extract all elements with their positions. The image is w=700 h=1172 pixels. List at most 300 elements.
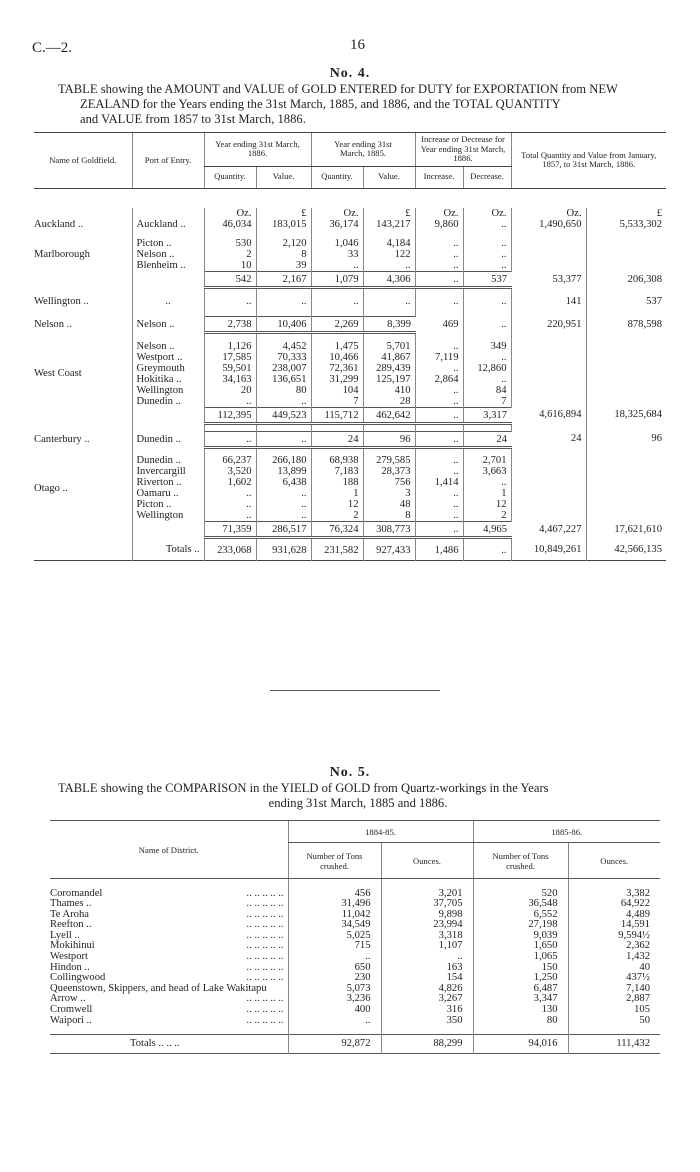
cell: 34,163: [204, 374, 256, 385]
cell: ..: [415, 510, 463, 522]
port-name: Blenheim ..: [132, 260, 204, 272]
cell: 279,585: [363, 455, 415, 466]
cell: 4,467,227: [539, 523, 582, 535]
totals-label: Totals ..: [132, 538, 204, 561]
cell: ..: [415, 249, 463, 260]
cell: 931,628: [256, 538, 311, 561]
cell: 6,552: [473, 910, 568, 921]
district-name: Mokihinui: [50, 940, 95, 952]
cell: ..: [415, 499, 463, 510]
unit-oz: Oz.: [204, 208, 256, 219]
cell: 537: [586, 296, 666, 307]
cell: 31,299: [311, 374, 363, 385]
cell: ..: [463, 238, 511, 249]
cell: ..: [256, 499, 311, 510]
cell: 130: [473, 1005, 568, 1016]
cell: 104: [311, 385, 363, 396]
totals-row: [34, 538, 666, 561]
cell: ..: [415, 296, 463, 307]
cell: ..: [415, 407, 463, 423]
subtotal-row: [34, 272, 666, 288]
cell: 64,922: [568, 899, 660, 910]
cell: 1,107: [381, 941, 473, 952]
cell: ..: [363, 296, 415, 307]
cell: ..: [256, 488, 311, 499]
cell: 3,520: [204, 466, 256, 477]
cell: ..: [463, 477, 511, 488]
col-tons: Number of Tons crushed.: [473, 843, 568, 879]
cell: 206,308: [586, 272, 666, 288]
col-value: Value.: [363, 166, 415, 188]
cell: 1,486: [415, 538, 463, 561]
cell: 80: [473, 1016, 568, 1027]
port-name: Dunedin ..: [132, 431, 204, 447]
cell: 9,860: [415, 219, 463, 230]
leader-dots: .. .. .. .. ..: [246, 887, 284, 899]
cell: 1,250: [473, 973, 568, 984]
totals-row: [50, 1034, 660, 1054]
cell: 13,899: [256, 466, 311, 477]
cell: 111,432: [568, 1034, 660, 1054]
cell: 2,864: [415, 374, 463, 385]
cell: 5,701: [363, 341, 415, 352]
table5-heading: No. 5.: [329, 765, 371, 780]
cell: ..: [463, 352, 511, 363]
goldfield-name: Canterbury: [34, 433, 82, 445]
cell: 68,938: [311, 455, 363, 466]
cell: 72,361: [311, 363, 363, 374]
cell: 115,712: [311, 407, 363, 423]
cell: 39: [256, 260, 311, 272]
port-name: Invercargill: [132, 466, 204, 477]
cell: 7,140: [568, 984, 660, 995]
col-ounces: Ounces.: [568, 843, 660, 879]
cell: 9,039: [473, 931, 568, 942]
leader-dots: .. .. .. .. ..: [246, 908, 284, 920]
cell: 88,299: [381, 1034, 473, 1054]
cell: 2: [204, 249, 256, 260]
table-row: [50, 1016, 660, 1027]
cell: 5,025: [288, 931, 381, 942]
cell: ..: [415, 238, 463, 249]
cell: 410: [363, 385, 415, 396]
cell: 449,523: [256, 407, 311, 423]
cell: 23,994: [381, 920, 473, 931]
table-row: [34, 296, 666, 307]
col-port: Port of Entry.: [132, 133, 204, 189]
cell: ..: [415, 396, 463, 408]
cell: 3,317: [463, 407, 511, 423]
cell: 112,395: [204, 407, 256, 423]
cell: ..: [288, 952, 381, 963]
cell: 469: [442, 318, 459, 330]
cell: 1,065: [473, 952, 568, 963]
cell: ..: [415, 363, 463, 374]
cell: 286,517: [256, 522, 311, 538]
cell: ..: [415, 488, 463, 499]
col-tons: Number of Tons crushed.: [288, 843, 381, 879]
cell: 530: [204, 238, 256, 249]
cell: 163: [381, 963, 473, 974]
cell: 1,414: [415, 477, 463, 488]
unit-oz: Oz.: [511, 208, 586, 219]
cell: 350: [381, 1016, 473, 1027]
cell: 105: [568, 1005, 660, 1016]
cell: 537: [463, 272, 511, 288]
cell: 141: [511, 296, 586, 307]
cell: 7: [463, 396, 511, 408]
cell: ..: [415, 272, 463, 288]
cell: 3,318: [381, 931, 473, 942]
cell: 24: [463, 431, 511, 447]
leader-dots: .. .. .. .. ..: [246, 951, 284, 963]
table5-caption: [58, 781, 658, 811]
subtotal-row: [34, 522, 666, 538]
page-reference: C.—2.: [32, 40, 73, 56]
cell: 2: [311, 510, 363, 522]
cell: 12: [311, 499, 363, 510]
leader-dots: .. .. .. .. ..: [246, 1004, 284, 1016]
cell: 462,642: [363, 407, 415, 423]
cell: 84: [463, 385, 511, 396]
cell: 33: [311, 249, 363, 260]
port-name: Nelson ..: [132, 317, 204, 333]
district-name: Hindon ..: [50, 961, 90, 973]
leader-dots: .. .. .. .. ..: [246, 898, 284, 910]
cell: 400: [288, 1005, 381, 1016]
col-increase-decrease: Increase or Decrease for Year ending 31st March, 1886.: [415, 133, 511, 167]
cell: ..: [204, 396, 256, 408]
leader-dots: .. .. .. .. ..: [246, 972, 284, 984]
cell: 1: [463, 488, 511, 499]
goldfield-name: Wellington: [34, 295, 81, 307]
cell: 10,466: [311, 352, 363, 363]
cell: ..: [463, 317, 511, 333]
cell: 230: [288, 973, 381, 984]
cell: 24: [570, 433, 582, 444]
cell: ..: [311, 296, 363, 307]
cell: 1,650: [473, 941, 568, 952]
cell: 2,887: [568, 994, 660, 1005]
cell: 4,184: [363, 238, 415, 249]
cell: 136,651: [256, 374, 311, 385]
cell: 520: [473, 889, 568, 900]
cell: 2,362: [568, 941, 660, 952]
cell: 6,487: [473, 984, 568, 995]
cell: ..: [463, 249, 511, 260]
cell: 3,267: [381, 994, 473, 1005]
leader-dots: .. .. .. .. ..: [246, 919, 284, 931]
cell: ..: [256, 510, 311, 522]
cell: 40: [568, 963, 660, 974]
leader-dots: ..: [84, 433, 90, 445]
col-1884-85: 1884-85.: [288, 821, 473, 843]
page-number: 16: [350, 37, 365, 53]
cell: 12,860: [463, 363, 511, 374]
unit-pound: £: [586, 208, 666, 219]
cell: 4,306: [363, 272, 415, 288]
cell: ..: [463, 260, 511, 272]
cell: ..: [415, 455, 463, 466]
col-district: Name of District.: [50, 821, 288, 879]
col-year-1885: Year ending 31st March, 1885.: [311, 133, 415, 167]
table-row: [34, 238, 666, 249]
district-name: Collingwood: [50, 972, 106, 984]
cell: ..: [381, 952, 473, 963]
cell: ..: [204, 488, 256, 499]
unit-oz: Oz.: [463, 208, 511, 219]
leader-dots: .. .. .. .. ..: [246, 1014, 284, 1026]
cell: 27,198: [473, 920, 568, 931]
district-name: Te Aroha: [50, 908, 89, 920]
table-row: [34, 455, 666, 466]
cell: 715: [288, 941, 381, 952]
cell: 94,016: [473, 1034, 568, 1054]
port-name: Picton ..: [132, 238, 204, 249]
port-name: Picton ..: [132, 499, 204, 510]
col-value: Value.: [256, 166, 311, 188]
cell: 28,373: [363, 466, 415, 477]
cell: 3,347: [473, 994, 568, 1005]
cell: 2,269: [311, 317, 363, 333]
cell: 70,333: [256, 352, 311, 363]
cell: 53,377: [552, 273, 582, 285]
leader-dots: .. .. .. .. ..: [246, 929, 284, 941]
cell: 4,616,894: [539, 409, 582, 420]
district-name: Waipori ..: [50, 1014, 92, 1026]
district-name: Reefton ..: [50, 919, 92, 931]
cell: 1,079: [311, 272, 363, 288]
cell: ..: [204, 510, 256, 522]
cell: 233,068: [204, 538, 256, 561]
leader-dots: ..: [66, 319, 72, 330]
unit-oz: Oz.: [311, 208, 363, 219]
col-1885-86: 1885-86.: [473, 821, 660, 843]
district-name: Westport: [50, 951, 88, 963]
district-name: Coromandel: [50, 887, 103, 899]
cell: 24: [311, 431, 363, 447]
cell: 8: [363, 510, 415, 522]
cell: 7,183: [311, 466, 363, 477]
port-name: Wellington: [132, 385, 204, 396]
cell: 3,663: [463, 466, 511, 477]
cell: 76,324: [311, 522, 363, 538]
cell: 220,951: [511, 317, 586, 333]
cell: 183,015: [256, 219, 311, 230]
cell: 5,073: [288, 984, 381, 995]
district-name: Cromwell: [50, 1004, 93, 1016]
leader-dots: ..: [77, 219, 84, 230]
port-name: Wellington: [132, 510, 204, 522]
cell: 37,705: [381, 899, 473, 910]
col-year-1886: Year ending 31st March, 1886.: [204, 133, 311, 167]
cell: 36,174: [311, 219, 363, 230]
cell: 34,549: [288, 920, 381, 931]
cell: 188: [311, 477, 363, 488]
cell: ..: [415, 466, 463, 477]
district-name: Lyell ..: [50, 929, 80, 941]
port-name: Nelson ..: [132, 249, 204, 260]
cell: 17,621,610: [586, 522, 666, 538]
cell: ..: [463, 296, 511, 307]
section-divider: [270, 690, 440, 691]
district-name: Queenstown, Skippers, and head of Lake Wakitapu: [50, 982, 267, 994]
cell: 10,406: [256, 317, 311, 333]
cell: 4,452: [256, 341, 311, 352]
cell: 92,872: [288, 1034, 381, 1054]
table-row: [50, 1005, 660, 1016]
cell: 71,359: [204, 522, 256, 538]
table-row: [34, 219, 666, 230]
cell: 927,433: [363, 538, 415, 561]
cell: 66,237: [204, 455, 256, 466]
cell: ..: [415, 385, 463, 396]
cell: 42,566,135: [586, 538, 666, 561]
cell: 878,598: [586, 317, 666, 333]
cell: 2,701: [463, 455, 511, 466]
cell: 143,217: [363, 219, 415, 230]
col-decrease: Decrease.: [463, 166, 511, 188]
unit-pound: £: [363, 208, 415, 219]
cell: 20: [204, 385, 256, 396]
table-row: [34, 431, 666, 447]
cell: 3: [363, 488, 415, 499]
cell: 80: [256, 385, 311, 396]
cell: 31,496: [288, 899, 381, 910]
goldfield-name: Auckland: [34, 219, 76, 230]
cell: 231,582: [311, 538, 363, 561]
cell: ..: [256, 396, 311, 408]
cell: 59,501: [204, 363, 256, 374]
district-name: Thames ..: [50, 898, 92, 910]
district-name: Arrow ..: [50, 993, 86, 1005]
cell: 12: [463, 499, 511, 510]
cell: 1: [311, 488, 363, 499]
cell: 7,119: [415, 352, 463, 363]
cell: 9,594½: [568, 931, 660, 942]
table5-caption-line: TABLE showing the COMPARISON in the YIELD of GOLD from Quartz-workings in the Years: [58, 781, 549, 795]
table-row: [50, 941, 660, 952]
cell: ..: [415, 431, 463, 447]
cell: 46,034: [204, 219, 256, 230]
cell: 542: [204, 272, 256, 288]
cell: 266,180: [256, 455, 311, 466]
cell: 316: [381, 1005, 473, 1016]
goldfield-name: Nelson: [34, 319, 65, 330]
cell: ..: [415, 260, 463, 272]
table-row: [34, 341, 666, 352]
cell: 1,126: [204, 341, 256, 352]
port-name: Riverton ..: [132, 477, 204, 488]
goldfield-name: Otago ..: [34, 482, 68, 494]
cell: 50: [568, 1016, 660, 1027]
leader-dots: .. .. .. .. ..: [246, 940, 284, 952]
cell: ..: [288, 1016, 381, 1027]
leader-dots: ..: [83, 295, 89, 307]
cell: 437½: [568, 973, 660, 984]
cell: 5,533,302: [586, 219, 666, 230]
cell: 154: [381, 973, 473, 984]
cell: 289,439: [363, 363, 415, 374]
cell: 4,489: [568, 910, 660, 921]
cell: ..: [204, 499, 256, 510]
cell: 238,007: [256, 363, 311, 374]
port-name: Dunedin ..: [132, 396, 204, 408]
cell: ..: [204, 431, 256, 447]
goldfield-name: West Coast: [34, 368, 82, 380]
cell: 1,490,650: [511, 219, 586, 230]
quartz-yield-table: [50, 820, 660, 1054]
port-name: Nelson ..: [132, 341, 204, 352]
cell: 8: [256, 249, 311, 260]
cell: 28: [363, 396, 415, 408]
unit-pound: £: [256, 208, 311, 219]
table5-caption-line: ending 31st March, 1885 and 1886.: [268, 796, 448, 810]
totals-label: Totals .. .. ..: [130, 1037, 180, 1049]
col-quantity: Quantity.: [204, 166, 256, 188]
cell: 1,432: [568, 952, 660, 963]
cell: 2: [463, 510, 511, 522]
cell: 756: [363, 477, 415, 488]
port-name: Oamaru ..: [132, 488, 204, 499]
port-name: Auckland ..: [132, 219, 204, 230]
cell: 8,399: [363, 317, 415, 333]
cell: 10,849,261: [511, 538, 586, 561]
cell: 14,591: [568, 920, 660, 931]
cell: 18,325,684: [586, 407, 666, 423]
cell: ..: [311, 260, 363, 272]
cell: ..: [204, 296, 256, 307]
leader-dots: .. .. .. .. ..: [246, 993, 284, 1005]
table-row: [34, 317, 666, 333]
cell: 3,201: [381, 889, 473, 900]
cell: 3,382: [568, 889, 660, 900]
cell: ..: [256, 296, 311, 307]
table4-caption: [58, 82, 658, 127]
col-increase: Increase.: [415, 166, 463, 188]
col-quantity: Quantity.: [311, 166, 363, 188]
port-name: Dunedin ..: [132, 455, 204, 466]
cell: ..: [415, 341, 463, 352]
cell: 41,867: [363, 352, 415, 363]
cell: ..: [463, 219, 511, 230]
cell: 96: [363, 431, 415, 447]
cell: 650: [288, 963, 381, 974]
cell: 3,236: [288, 994, 381, 1005]
cell: 96: [586, 431, 666, 447]
col-goldfield: Name of Goldfield.: [34, 133, 132, 189]
cell: 48: [363, 499, 415, 510]
cell: 9,898: [381, 910, 473, 921]
cell: 17,585: [204, 352, 256, 363]
subtotal-row: [34, 407, 666, 423]
cell: 4,965: [463, 522, 511, 538]
cell: 10: [204, 260, 256, 272]
gold-export-table: [34, 132, 666, 561]
cell: ..: [463, 538, 511, 561]
cell: 11,042: [288, 910, 381, 921]
cell: 2,120: [256, 238, 311, 249]
unit-oz: Oz.: [415, 208, 463, 219]
cell: ..: [415, 522, 463, 538]
cell: 2,167: [256, 272, 311, 288]
port-name: Hokitika ..: [132, 374, 204, 385]
port-name: Greymouth: [132, 363, 204, 374]
cell: ..: [363, 260, 415, 272]
cell: ..: [256, 431, 311, 447]
table4-caption-line: ZEALAND for the Years ending the 31st March, 1885, and 1886, and the TOTAL QUANTITY: [80, 97, 561, 111]
col-ounces: Ounces.: [381, 843, 473, 879]
